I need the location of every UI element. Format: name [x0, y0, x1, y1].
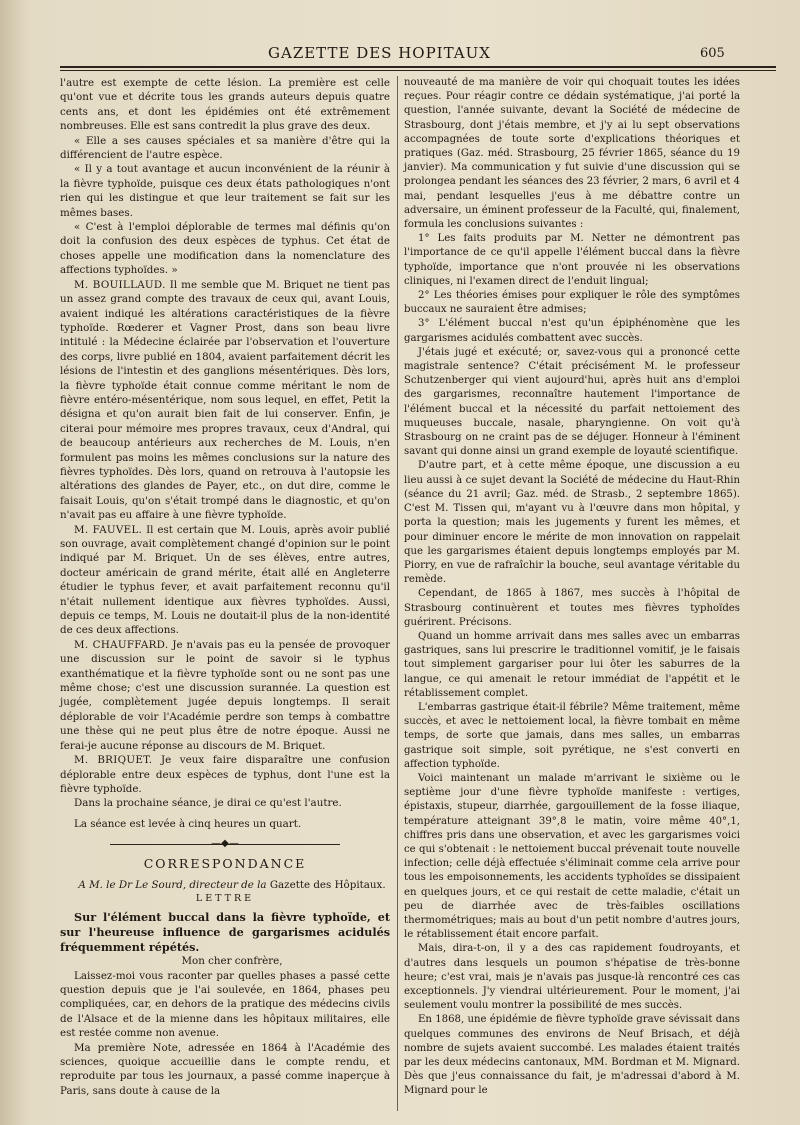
separator-ornament: —◆— — [211, 838, 239, 850]
speaker-name: M. FAUVEL. — [74, 523, 143, 536]
seance-closing: La séance est levée à cinq heures un quart. — [74, 817, 302, 830]
letter-salutation: Mon cher confrère, — [181, 955, 283, 968]
paragraph: M. BOUILLAUD. Il me semble que M. Briquet ne tient pas un assez grand compte des travaux de ceux qui, avant Louis, avaient indiqué les altérations caractéristiques de la fièvre typhoïde. Rœderer et Vagner Prost, dans son beau livre intitulé : la Médecine éclairée par l'observation et l'ouverture des corps, livre publié en 1804, avaient parfaitement décrit les lésions de l'intestin et des ganglions mésentériques. Dès lors, la fièvre typhoïde était connue comme méritant le nom de fièvre entéro-mésentérique, nom sous lequel, en effet, Petit la désigna et qu'on aurait bien fait de lui conserver. Enfin, je citerai pour mémoire mes propres travaux, ceux d'Andral, qui de beaucoup antérieurs aux recherches de M. Louis, n'en formulent pas moins les mêmes conclusions sur la nature des fièvres typhoïdes. Dès lors, quand on retrouva à l'autopsie les altérations des glandes de Payer, etc., on dut dire, comme le faisait Louis, qu'on s'était trompé dans le diagnostic, et qu'on n'avait pas eu affaire à une fièvre typhoïde. — [60, 278, 391, 522]
paragraph: L'embarras gastrique était-il fébrile? Même traitement, même succès, et avec le nettoiement local, la fièvre tombait en même temps, de sorte que jamais, dans mes salles, un embarras gastrique soit simple, soit pyrétique, ne s'est converti en affection typhoïde. — [404, 701, 740, 770]
paragraph: 2° Les théories émises pour expliquer le rôle des symptômes buccaux ne sauraient être admises; — [404, 290, 740, 316]
speaker-name: M. BRIQUET. — [74, 754, 153, 767]
header-rule — [60, 66, 776, 68]
page-number: 605 — [700, 46, 725, 61]
paragraph: M. BRIQUET. Je veux faire disparaître une confusion déplorable entre deux espèces de typhus, dont l'une est la fièvre typhoïde. — [60, 754, 390, 795]
paragraph: J'étais jugé et exécuté; or, savez-vous qui a prononcé cette magistrale sentence? C'était précisément M. le professeur Schutzenberger qui vient aujourd'hui, après huit ans d'emploi des gargarismes, reconnaître hautement l'importance de l'élément buccal et la nécessité du parfait nettoiement des muqueuses buccale, nasale, pharyngienne. On voit qu'à Strasbourg on ne craint pas de se déjuger. Honneur à l'éminent savant qui donne ainsi un grand exemple de loyauté scientifique. — [404, 346, 740, 458]
paragraph: Cependant, de 1865 à 1867, mes succès à l'hôpital de Strasbourg continuèrent et toutes mes fièvres typhoïdes guérirent. Précisons. — [404, 588, 740, 628]
paragraph: Dans la prochaine séance, je dirai ce qu'est l'autre. — [74, 797, 342, 810]
letter-address: A M. le Dr Le Sourd, directeur de la Gazette des Hôpitaux. — [78, 878, 386, 891]
paragraph: 1° Les faits produits par M. Netter ne démontrent pas l'importance de ce qu'il appelle l'élément buccal dans la fièvre typhoïde, importance que n'ont prouvée ni les observations cliniques, ni l'examen direct de l'enduit lingual; — [404, 233, 740, 287]
paragraph: « Il y a tout avantage et aucun inconvénient de la réunir à la fièvre typhoïde, puisque ces deux états pathologiques n'ont rien qui les distingue et que leur traitement se fait sur les mêmes bases. — [60, 163, 390, 219]
speaker-name: M. BOUILLAUD. — [74, 278, 166, 291]
paragraph: Voici maintenant un malade m'arrivant le sixième ou le septième jour d'une fièvre typhoïde manifeste : vertiges, épistaxis, stupeur, diarrhée, gargouillement de la fosse iliaque, température atteignant 39°,8 le matin, voire même 40°,1, chiffres pris dans une observation, et avec les gargarismes voici ce qui s'obtenait : le nettoiement buccal prévenait toute nouvelle infection; celle déjà effectuée s'éliminait comme cela arrive pour tous les empoisonnements, les accidents typhoïdes se dissipaient en quelques jours, et ce qui restait de cette maladie, c'était un peu de diarrhée avec de très-faibles oscillations thermométriques; mais au bout d'un petit nombre d'autres jours, le rétablissement était encore parfait. — [404, 772, 740, 941]
paragraph: 3° L'élément buccal n'est qu'un épiphénomène que les gargarismes acidulés combattent avec succès. — [404, 318, 740, 344]
paragraph: « Elle a ses causes spéciales et sa manière d'être qui la différencient de l'autre espèce. — [60, 134, 390, 162]
paragraph: D'autre part, et à cette même époque, une discussion a eu lieu aussi à ce sujet devant la Société de médecine du Haut-Rhin (séance du 21 avril; Gaz. méd. de Strasb., 2 septembre 1865). C'est M. Tissen qui, m'ayant vu à l'œuvre dans mon hôpital, y porta la question; mais les jugements y furent les mêmes, et pour diminuer encore le mérite de mon innovation on rappelait que les gargarismes étaient depuis longtemps employés par M. Piorry, en vue de rafraîchir la bouche, seul avantage véritable du remède. — [404, 460, 740, 586]
paragraph: M. FAUVEL. Il est certain que M. Louis, après avoir publié son ouvrage, avait complètement changé d'opinion sur le point indiqué par M. Briquet. Un de ses élèves, entre autres, docteur américain de grand mérite, était allé en Angleterre étudier le typhus fever, et avait parfaitement reconnu qu'il n'était nullement identique aux fièvres typhoïdes. Aussi, depuis ce temps, M. Louis ne doutait-il plus de la non-identité de ces deux affections. — [60, 523, 390, 637]
paragraph: nouveauté de ma manière de voir qui choquait toutes les idées reçues. Pour réagir contre ce dédain systématique, j'ai porté la question, l'année suivante, devant la Société de médecine de Strasbourg, dont j'étais membre, et j'y ai lu sept observations accompagnées de toute sorte d'explications théoriques et pratiques (Gaz. méd. Strasbourg, 25 février 1865, séance du 19 janvier). Ma communication y fut suivie d'une discussion qui se prolongea pendant les séances des 23 février, 2 mars, 6 avril et 4 mai, pendant lesquelles j'eus à me débattre contre un adversaire, un éminent professeur de la Faculté, qui, finalement, formula les conclusions suivantes : — [404, 77, 740, 231]
left-column — [60, 76, 390, 1098]
section-separator — [60, 835, 390, 853]
paragraph: Mais, dira-t-on, il y a des cas rapidement foudroyants, et d'autres dans lesquels un poumon s'hépatise de très-bonne heure; c'est vrai, mais je n'avais pas jusque-là rencontré ces cas exceptionnels. J'y viendrai ultérieurement. Pour le moment, j'ai seulement voulu montrer la possibilité de mes succès. — [404, 943, 740, 1012]
letter-label: LETTRE — [195, 892, 255, 904]
paragraph: « C'est à l'emploi déplorable de termes mal définis qu'on doit la confusion des deux espèces de typhus. Cet état de choses appelle une modification dans la nomenclature des affections typhoïdes. » — [60, 221, 390, 277]
paragraph: Laissez-moi vous raconter par quelles phases a passé cette question depuis que je l'ai soulevée, en 1864, phases peu compliquées, car, en dehors de la pratique des médecins civils de l'Alsace et de la mienne dans les hôpitaux militaires, elle est restée comme non avenue. — [60, 969, 390, 1040]
paragraph: En 1868, une épidémie de fièvre typhoïde grave sévissait dans quelques communes des environs de Neuf Brisach, et déjà nombre de sujets avaient succombé. Les malades étaient traités par les deux médecins cantonaux, MM. Bordman et M. Mignard. Dès que j'eus connaissance du fait, je m'adressai d'abord à M. Mignard pour le — [404, 1014, 740, 1097]
paragraph: l'autre est exempte de cette lésion. La première est celle qu'ont vue et décrite tous les grands auteurs depuis quatre cents ans, et dont les épidémies ont été extrêmement nombreuses. Elle est sans contredit la plus grave des deux. — [60, 77, 390, 133]
letter-subject: Sur l'élément buccal dans la fièvre typhoïde, et sur l'heureuse influence de gargarismes acidulés fréquemment répétés. — [60, 910, 390, 954]
column-divider — [397, 76, 398, 1111]
paragraph: Ma première Note, adressée en 1864 à l'Académie des sciences, quoique accueillie dans le compte rendu, et reproduite par tous les journaux, a passé comme inaperçue à Paris, sans doute à cause de la — [60, 1041, 390, 1097]
speaker-name: M. CHAUFFARD. — [74, 638, 169, 651]
page-title: GAZETTE DES HOPITAUX — [268, 44, 491, 62]
paragraph: M. CHAUFFARD. Je n'avais pas eu la pensée de provoquer une discussion sur le point de savoir si le typhus exanthématique et la fièvre typhoïde sont ou ne sont pas une même chose; c'est une discussion surannée. La question est jugée, complètement jugée depuis longtemps. Il serait déplorable de voir l'Académie perdre son temps à combattre une thèse qui ne peut plus être de notre époque. Aussi ne ferai-je aucune réponse au discours de M. Briquet. — [60, 638, 390, 752]
paragraph: Quand un homme arrivait dans mes salles avec un embarras gastriques, sans lui prescrire le traditionnel vomitif, je le faisais tout simplement gargariser pour lui ôter les saburres de la langue, ce qui amenait le retour immédiat de l'appétit et le rétablissement complet. — [404, 630, 740, 699]
right-column — [404, 76, 740, 1099]
header-rule-thin — [60, 70, 776, 71]
section-heading: CORRESPONDANCE — [143, 856, 307, 872]
